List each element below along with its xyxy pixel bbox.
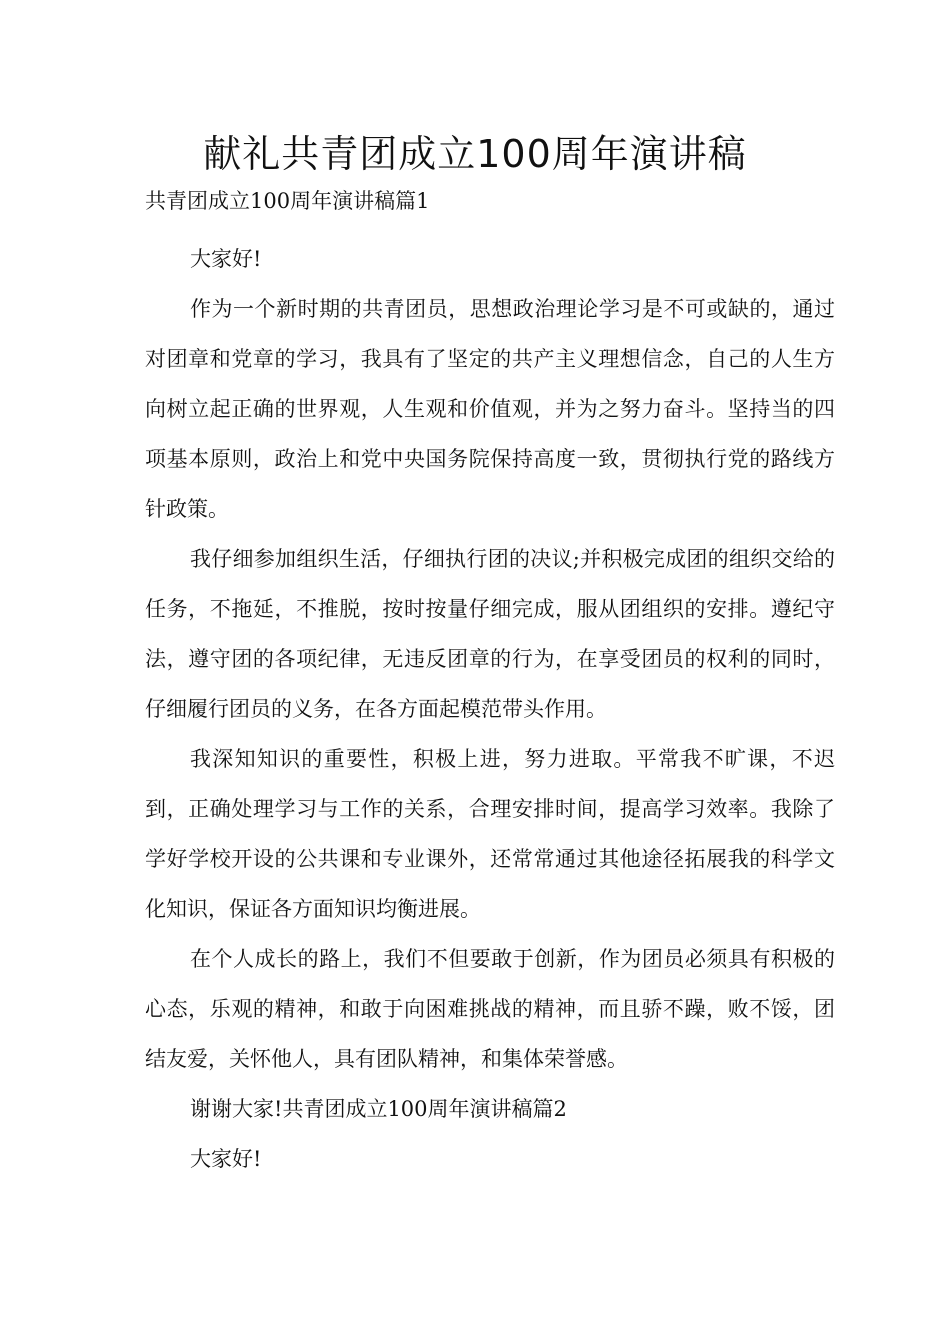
greeting-paragraph: 大家好! (190, 1147, 262, 1171)
document-title: 献礼共青团成立100周年演讲稿 (203, 132, 747, 176)
body-paragraph: 在个人成长的路上，我们不但要敢于创新，作为团员必须具有积极的心态，乐观的精神，和敢于向困难挑战的精神，而且骄不躁，败不馁，团结友爱，关怀他人，具有团队精神，和集体荣誉感。 (145, 947, 835, 1071)
document-body (145, 184, 835, 1184)
greeting-paragraph: 大家好! (190, 247, 262, 271)
body-paragraph: 我仔细参加组织生活，仔细执行团的决议;并积极完成团的组织交给的任务，不拖延，不推脱，按时按量仔细完成，服从团组织的安排。遵纪守法，遵守团的各项纪律，无违反团章的行为，在享受团员的权利的同时，仔细履行团员的义务，在各方面起模范带头作用。 (145, 547, 835, 721)
closing-paragraph: 谢谢大家!共青团成立100周年演讲稿篇2 (190, 1097, 567, 1121)
section-heading: 共青团成立100周年演讲稿篇1 (145, 189, 430, 213)
body-paragraph: 作为一个新时期的共青团员，思想政治理论学习是不可或缺的，通过对团章和党章的学习，我具有了坚定的共产主义理想信念，自己的人生方向树立起正确的世界观，人生观和价值观，并为之努力奋斗。坚持当的四项基本原则，政治上和党中央国务院保持高度一致，贯彻执行党的路线方针政策。 (145, 297, 835, 521)
body-paragraph: 我深知知识的重要性，积极上进，努力进取。平常我不旷课，不迟到，正确处理学习与工作的关系，合理安排时间，提高学习效率。我除了学好学校开设的公共课和专业课外，还常常通过其他途径拓展我的科学文化知识，保证各方面知识均衡进展。 (145, 747, 835, 921)
